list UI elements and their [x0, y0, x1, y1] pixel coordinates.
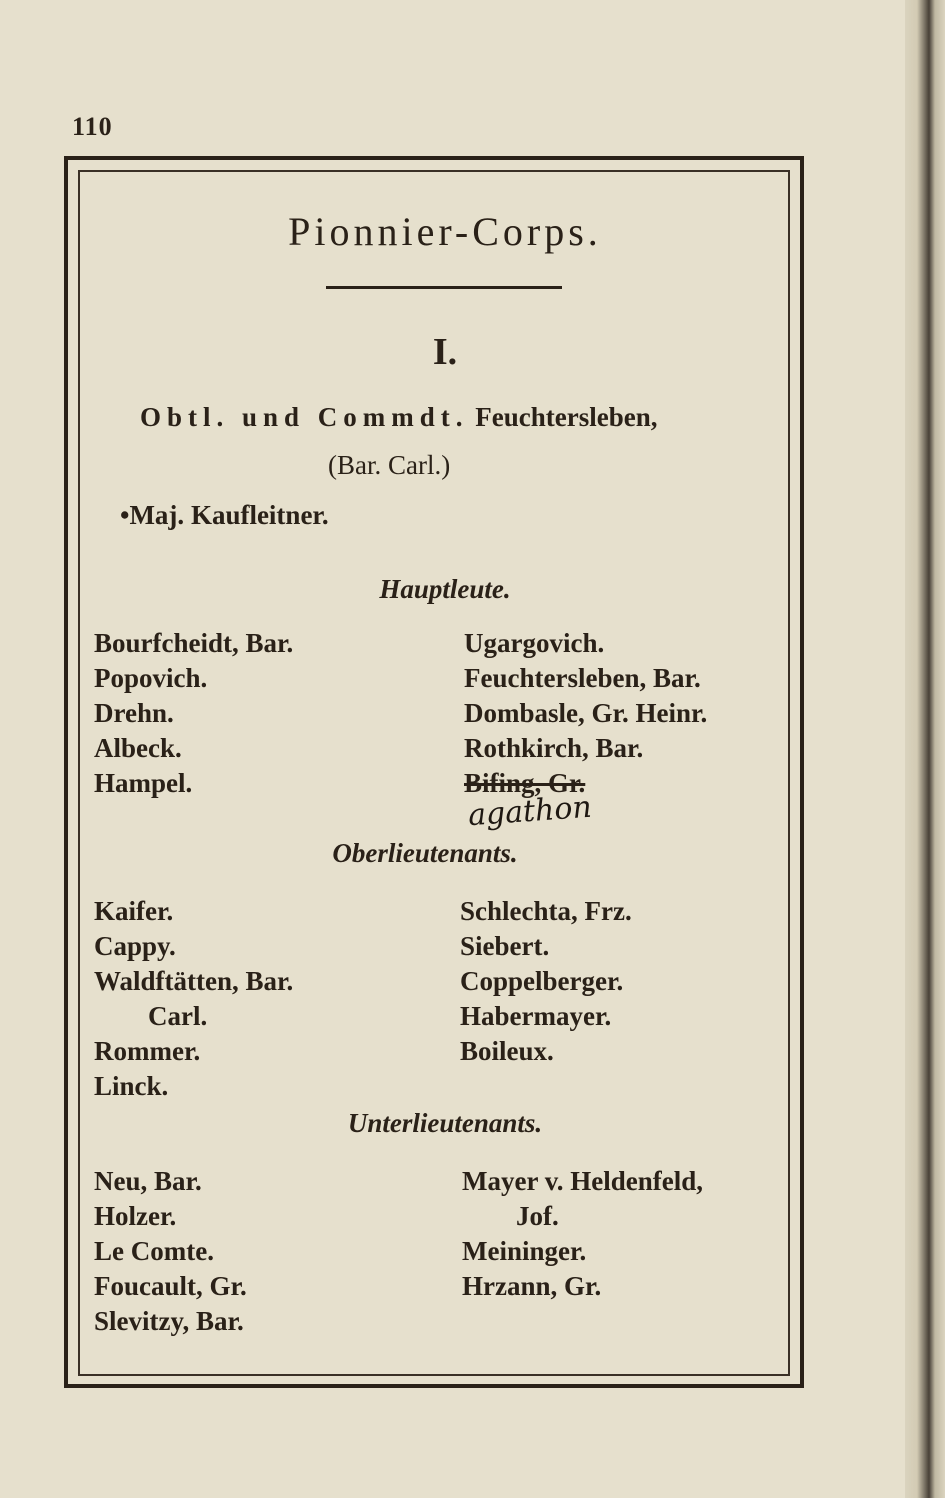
commander-line: [140, 402, 658, 433]
list-item: Jof.: [516, 1201, 559, 1231]
commander-name-continued: (Bar. Carl.): [328, 450, 451, 480]
list-item: Mayer v. Heldenfeld,: [462, 1166, 703, 1196]
list-item: Rommer.: [94, 1036, 201, 1066]
list-item: Boileux.: [460, 1036, 554, 1066]
list-item: Rothkirch, Bar.: [464, 733, 644, 763]
title-divider: [326, 286, 562, 289]
list-item: Habermayer.: [460, 1001, 612, 1031]
list-item: Schlechta, Frz.: [460, 896, 632, 926]
list-item: Siebert.: [460, 931, 550, 961]
heading-oberlieutenants: Oberlieutenants.: [332, 838, 518, 868]
list-item: Foucault, Gr.: [94, 1271, 247, 1301]
page-number: 110: [72, 112, 113, 141]
list-item: Dombasle, Gr. Heinr.: [464, 698, 708, 728]
list-item: Kaifer.: [94, 896, 174, 926]
list-item: Popovich.: [94, 663, 208, 693]
hauptleute-right-column: [464, 626, 707, 801]
heading-unterlieutenants: Unterlieutenants.: [347, 1108, 543, 1138]
list-item: Neu, Bar.: [94, 1166, 202, 1196]
list-item: Carl.: [148, 1001, 208, 1031]
oberlieutenants-left-column: [94, 894, 293, 1104]
list-item: Cappy.: [94, 931, 176, 961]
list-item: Meininger.: [462, 1236, 587, 1266]
list-item-struck: Bifing, Gr.: [464, 768, 586, 798]
major-rank: •Maj.: [120, 500, 185, 530]
list-item: Linck.: [94, 1071, 169, 1101]
list-item: Albeck.: [94, 733, 182, 763]
unterlieutenants-right-column: [462, 1164, 703, 1304]
list-item: Le Comte.: [94, 1236, 214, 1266]
list-item: Coppelberger.: [460, 966, 624, 996]
commander-rank: Obtl. und Commdt.: [140, 402, 469, 432]
heading-hauptleute: Hauptleute.: [379, 574, 511, 604]
list-item: Feuchtersleben, Bar.: [464, 663, 701, 693]
list-item: Drehn.: [94, 698, 174, 728]
major-line: [120, 500, 329, 531]
commander-name: Feuchtersleben,: [475, 402, 658, 432]
oberlieutenants-right-column: [460, 894, 632, 1069]
page-title: Pionnier-Corps.: [288, 209, 602, 254]
list-item: Hampel.: [94, 768, 193, 798]
list-item: Waldftätten, Bar.: [94, 966, 294, 996]
section-number: I.: [432, 331, 458, 373]
list-item: Ugargovich.: [464, 628, 605, 658]
unterlieutenants-left-column: [94, 1164, 247, 1339]
list-item: Bourfcheidt, Bar.: [94, 628, 294, 658]
page-gutter-shadow: [905, 0, 945, 1498]
list-item: Slevitzy, Bar.: [94, 1306, 244, 1336]
handwritten-annotation: agathon: [466, 789, 593, 834]
list-item: Hrzann, Gr.: [462, 1271, 602, 1301]
major-name: Kaufleitner.: [190, 500, 329, 530]
hauptleute-left-column: [94, 626, 293, 801]
list-item: Holzer.: [94, 1201, 177, 1231]
